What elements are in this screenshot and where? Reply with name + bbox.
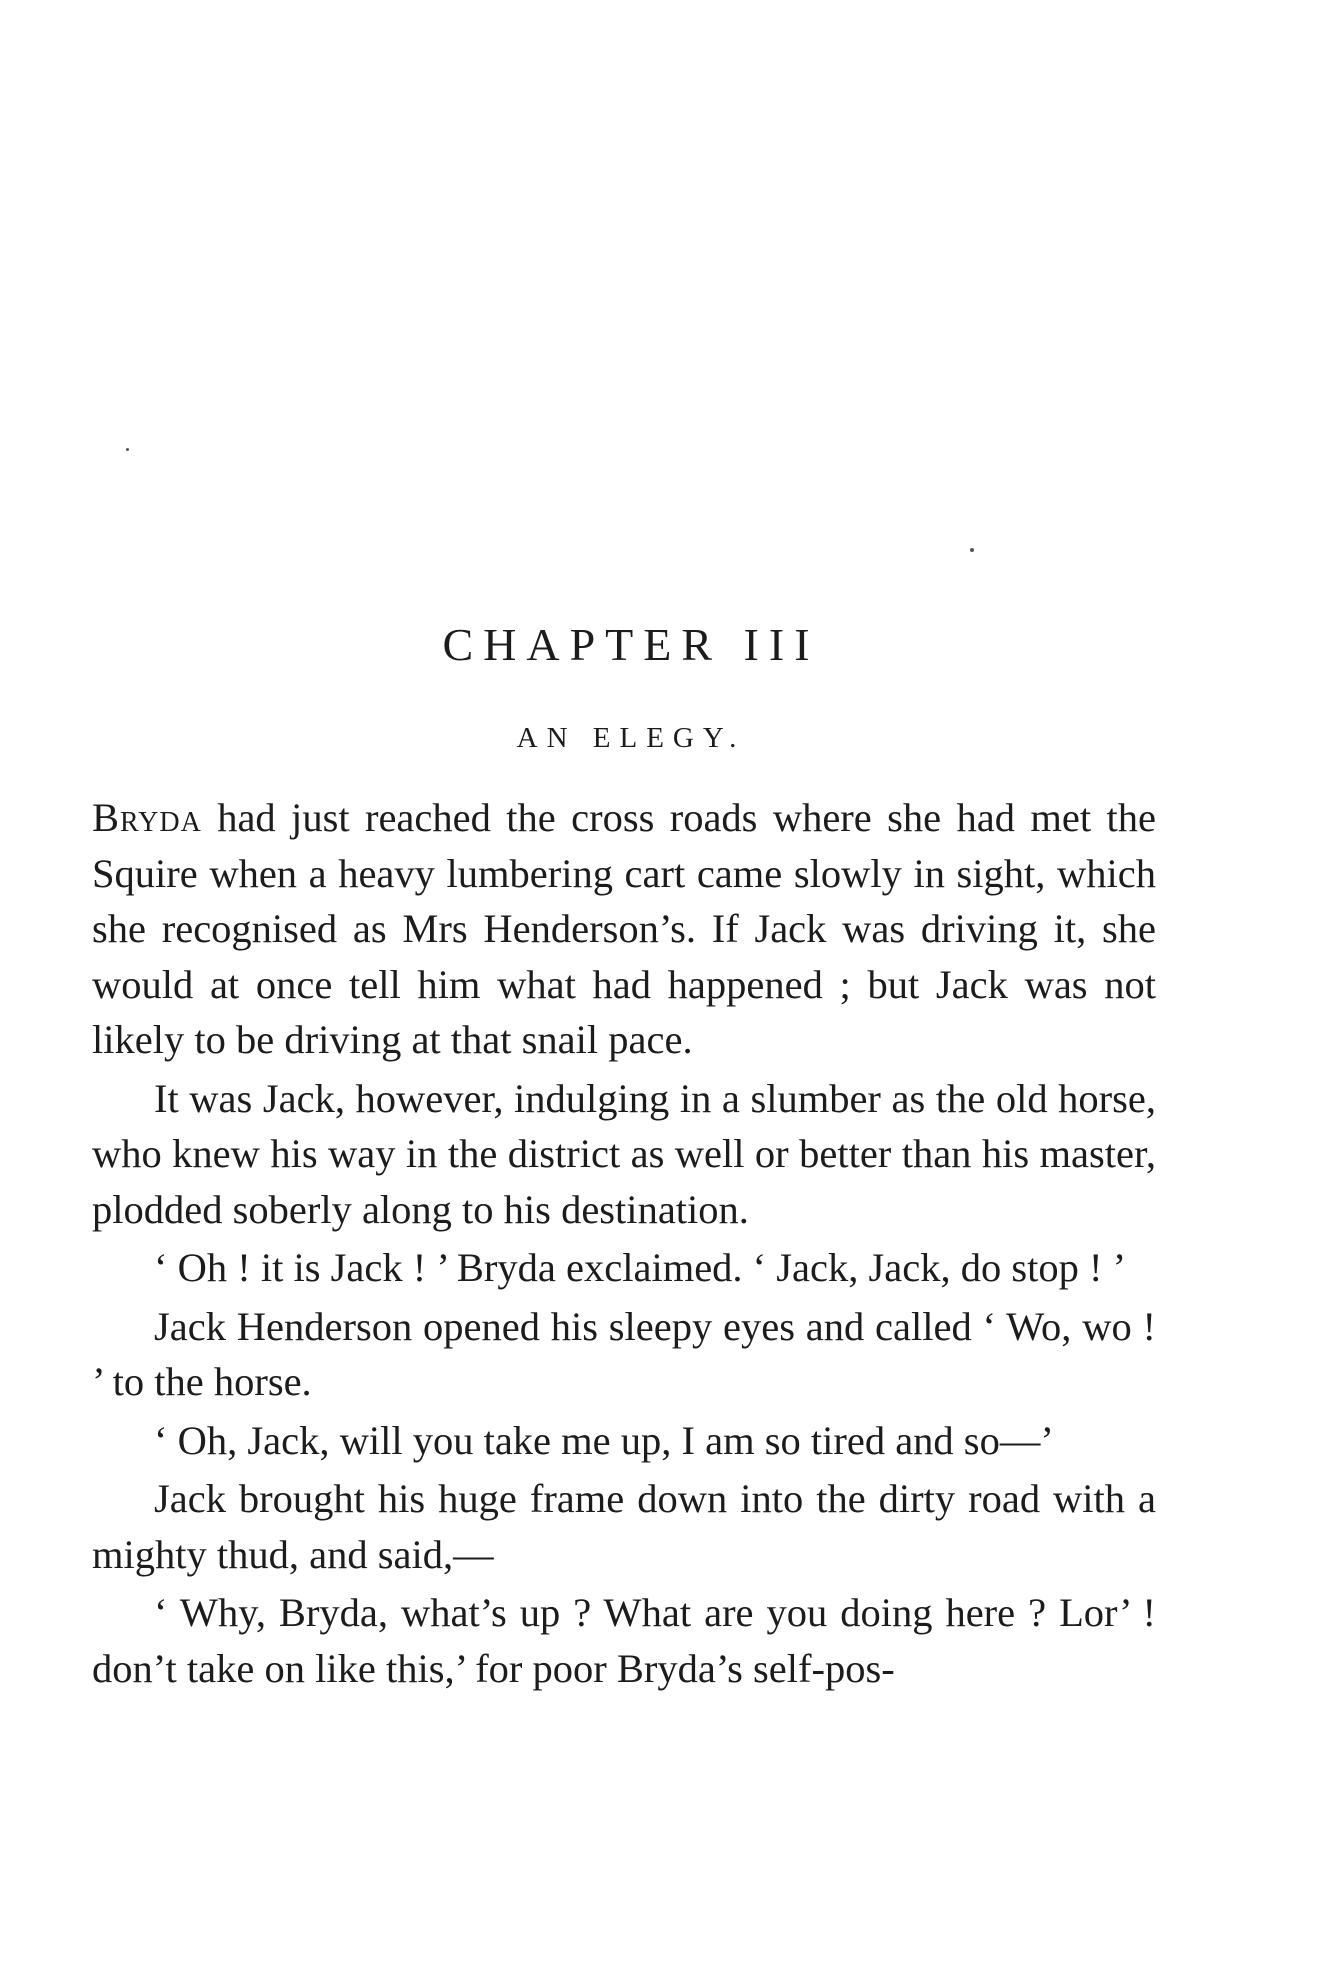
paragraph: ‘ Oh, Jack, will you take me up, I am so tired and so—’ — [154, 1417, 1054, 1463]
scan-speck — [126, 448, 129, 451]
paragraph: Jack Henderson opened his sleepy eyes and called ‘ Wo, wo ! ’ to the horse. — [92, 1303, 1156, 1404]
paragraph: Jack brought his huge frame down into the dirty road with a mighty thud, and said,— — [92, 1476, 1156, 1577]
opening-word: Bryda — [92, 795, 202, 840]
paragraph: ‘ Oh ! it is Jack ! ’ Bryda exclaimed. ‘ Jack, Jack, do stop ! ’ — [154, 1245, 1127, 1290]
chapter-body — [92, 790, 1156, 1699]
scan-speck — [970, 548, 974, 552]
chapter-subtitle: AN ELEGY. — [516, 722, 746, 754]
chapter-title: CHAPTER III — [442, 619, 820, 670]
paragraph-text: had just reached the cross roads where she had met the Squire when a heavy lumbering cart came slowly in sight, which she recognised as Mrs Henderson’s. If Jack was driving it, she would at once tell him what had happened ; but Jack was not likely to be driving at that snail pace. — [92, 795, 1156, 1062]
paragraph: ‘ Why, Bryda, what’s up ? What are you doing here ? Lor’ ! don’t take on like this,’ for poor Bryda’s self-pos- — [92, 1590, 1156, 1691]
paragraph: It was Jack, however, indulging in a slumber as the old horse, who knew his way in the district as well or better than his master, plodded soberly along to his destination. — [92, 1075, 1156, 1232]
paragraph — [92, 790, 1156, 1068]
